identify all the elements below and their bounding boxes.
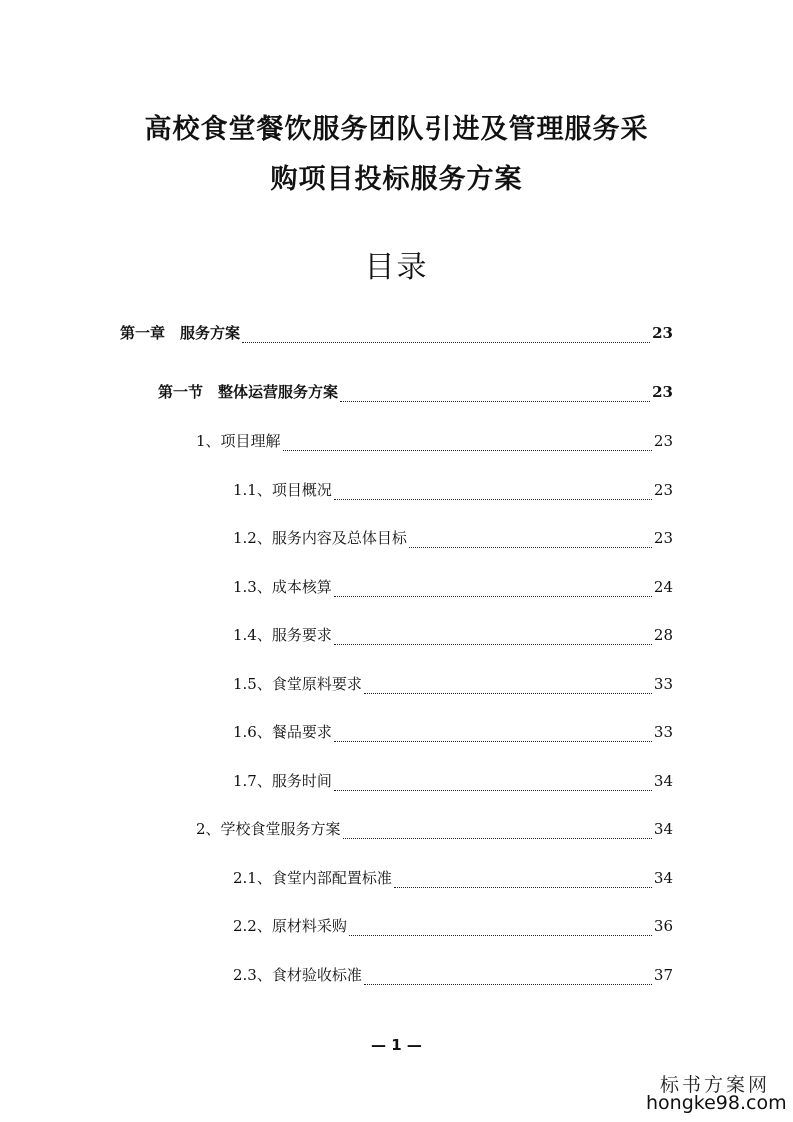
toc-dot-leader bbox=[334, 489, 652, 500]
toc-entry-page: 34 bbox=[653, 869, 673, 887]
toc-dot-leader bbox=[334, 731, 652, 742]
toc-dot-leader bbox=[343, 828, 652, 839]
toc-entry[interactable] bbox=[233, 576, 673, 600]
toc-entry-page: 34 bbox=[653, 820, 673, 838]
toc-entry-label: 1.6、餐品要求 bbox=[233, 723, 332, 741]
toc-entry[interactable] bbox=[233, 721, 673, 745]
toc-entry[interactable] bbox=[233, 964, 673, 988]
toc-entry[interactable] bbox=[233, 527, 673, 551]
toc-entry[interactable] bbox=[233, 915, 673, 939]
toc-entry[interactable] bbox=[233, 867, 673, 891]
toc-dot-leader bbox=[364, 683, 652, 694]
toc-entry[interactable] bbox=[158, 381, 673, 405]
toc-dot-leader bbox=[349, 925, 652, 936]
toc-entry-label: 第一章 服务方案 bbox=[120, 324, 241, 342]
toc-entry-label: 1.1、项目概况 bbox=[233, 481, 332, 499]
toc-dot-leader bbox=[334, 634, 652, 645]
toc-entry[interactable] bbox=[233, 770, 673, 794]
toc-entry-page: 33 bbox=[653, 723, 673, 741]
toc-entry[interactable] bbox=[233, 624, 673, 648]
toc-entry-label: 1.3、成本核算 bbox=[233, 578, 332, 596]
toc-dot-leader bbox=[364, 974, 652, 985]
toc-dot-leader bbox=[242, 332, 650, 343]
toc-entry[interactable] bbox=[233, 673, 673, 697]
toc-entry-page: 23 bbox=[652, 383, 673, 401]
toc-entry[interactable] bbox=[233, 479, 673, 503]
toc-entry-label: 1.7、服务时间 bbox=[233, 772, 332, 790]
toc-entry-page: 36 bbox=[653, 917, 673, 935]
toc-entry-label: 1.2、服务内容及总体目标 bbox=[233, 529, 407, 547]
toc-entry[interactable] bbox=[196, 818, 673, 842]
toc-entry-page: 23 bbox=[653, 432, 673, 450]
toc-entry-page: 34 bbox=[653, 772, 673, 790]
toc-dot-leader bbox=[334, 586, 652, 597]
toc-entry-label: 1、项目理解 bbox=[196, 432, 281, 450]
toc-dot-leader bbox=[283, 440, 652, 451]
document-title-line-1: 高校食堂餐饮服务团队引进及管理服务采 bbox=[144, 114, 649, 145]
toc-dot-leader bbox=[409, 537, 652, 548]
document-title-line-2: 购项目投标服务方案 bbox=[270, 164, 523, 195]
toc-dot-leader bbox=[334, 780, 652, 791]
toc-entry-page: 23 bbox=[653, 481, 673, 499]
toc-entry-page: 37 bbox=[653, 966, 673, 984]
page-number: — 1 — bbox=[371, 1036, 422, 1054]
watermark-url: hongke98.com bbox=[646, 1092, 787, 1114]
toc-dot-leader bbox=[340, 391, 650, 402]
toc-entry-label: 2.1、食堂内部配置标准 bbox=[233, 869, 392, 887]
toc-entry-label: 2、学校食堂服务方案 bbox=[196, 820, 341, 838]
toc-entry-label: 2.2、原材料采购 bbox=[233, 917, 347, 935]
toc-entry-label: 1.4、服务要求 bbox=[233, 626, 332, 644]
toc-entry-label: 2.3、食材验收标准 bbox=[233, 966, 362, 984]
toc-entry-page: 33 bbox=[653, 675, 673, 693]
toc-entry-page: 23 bbox=[653, 529, 673, 547]
toc-entry[interactable] bbox=[120, 322, 673, 346]
toc-heading: 目录 bbox=[364, 250, 429, 285]
toc-entry-page: 24 bbox=[653, 578, 673, 596]
toc-entry-label: 1.5、食堂原料要求 bbox=[233, 675, 362, 693]
toc-dot-leader bbox=[394, 877, 652, 888]
watermark-logo-text: 标书方案网 bbox=[660, 1074, 771, 1096]
toc-entry-page: 23 bbox=[652, 324, 673, 342]
toc-entry-label: 第一节 整体运营服务方案 bbox=[158, 383, 339, 401]
toc-entry-page: 28 bbox=[653, 626, 673, 644]
toc-entry[interactable] bbox=[196, 430, 673, 454]
